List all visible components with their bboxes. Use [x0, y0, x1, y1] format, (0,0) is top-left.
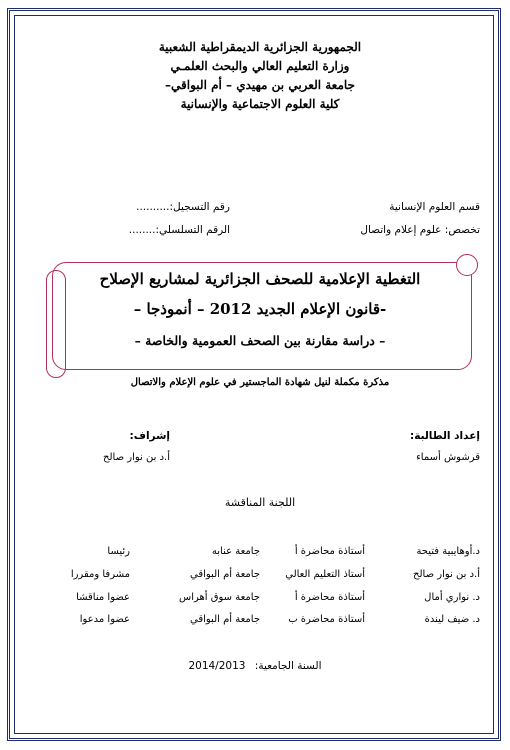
- member-rank: أستاذ التعليم العالي: [285, 569, 365, 580]
- member-name: أ.د بن نوار صالح: [413, 569, 480, 580]
- member-name: د.أوهايبية فتيحة: [416, 546, 480, 557]
- member-university: جامعة عنابه: [211, 546, 260, 557]
- academic-year-label: السنة الجامعية:: [254, 660, 322, 672]
- header-ministry: وزارة التعليم العالي والبحث العلمـي: [170, 59, 350, 73]
- member-university: جامعة أم البواقي: [190, 614, 260, 625]
- registration-label: رقم التسجيل:..........: [136, 201, 230, 213]
- member-role: عضوا مدعوا: [79, 614, 130, 625]
- header-republic: الجمهورية الجزائرية الديمقراطية الشعبية: [158, 40, 362, 54]
- thesis-title-line1: التغطية الإعلامية للصحف الجزائرية لمشاريع الإصلاح: [99, 270, 421, 288]
- serial-label: الرقم التسلسلي:........: [128, 224, 230, 236]
- member-rank: أستاذة محاضرة ب: [288, 614, 365, 625]
- institution-header: [100, 38, 420, 114]
- member-role: مشرفا ومقررا: [70, 569, 130, 580]
- academic-year: [150, 660, 360, 672]
- thesis-title-line3: – دراسة مقارنة بين الصحف العمومية والخاصة –: [134, 333, 386, 348]
- member-rank: أستاذة محاضرة أ: [294, 546, 365, 557]
- thesis-subtitle: مذكرة مكملة لنيل شهادة الماجستير في علوم الإعلام والاتصال: [130, 377, 390, 388]
- supervisor-name: أ.د بن نوار صالح: [103, 452, 170, 463]
- page-frame-inner: [14, 15, 494, 734]
- member-name: د. ضيف ليندة: [424, 614, 480, 625]
- prepared-label: إعداد الطالبة:: [410, 430, 480, 442]
- member-role: عضوا مناقشا: [76, 592, 130, 603]
- member-role: رئيسا: [107, 546, 130, 557]
- thesis-title-line2: -قانون الإعلام الجديد 2012 – أنموذجا –: [133, 300, 387, 318]
- department-label: قسم العلوم الإنسانية: [389, 201, 480, 213]
- member-rank: أستاذة محاضرة أ: [294, 592, 365, 603]
- supervision-label: إشراف:: [129, 430, 170, 442]
- academic-year-value: 2014/2013: [188, 660, 246, 672]
- specialty-label: تخصص: علوم إعلام واتصال: [360, 224, 480, 236]
- member-university: جامعة أم البواقي: [190, 569, 260, 580]
- member-university: جامعة سوق أهراس: [179, 592, 260, 603]
- committee-heading: اللجنة المناقشة: [224, 496, 296, 509]
- header-faculty: كلية العلوم الاجتماعية والإنسانية: [180, 97, 340, 111]
- header-university: جامعة العربي بن مهيدي – أم البواقي–: [165, 78, 355, 92]
- student-name: قرشوش أسماء: [416, 452, 480, 463]
- member-name: د. نواري أمال: [424, 592, 480, 603]
